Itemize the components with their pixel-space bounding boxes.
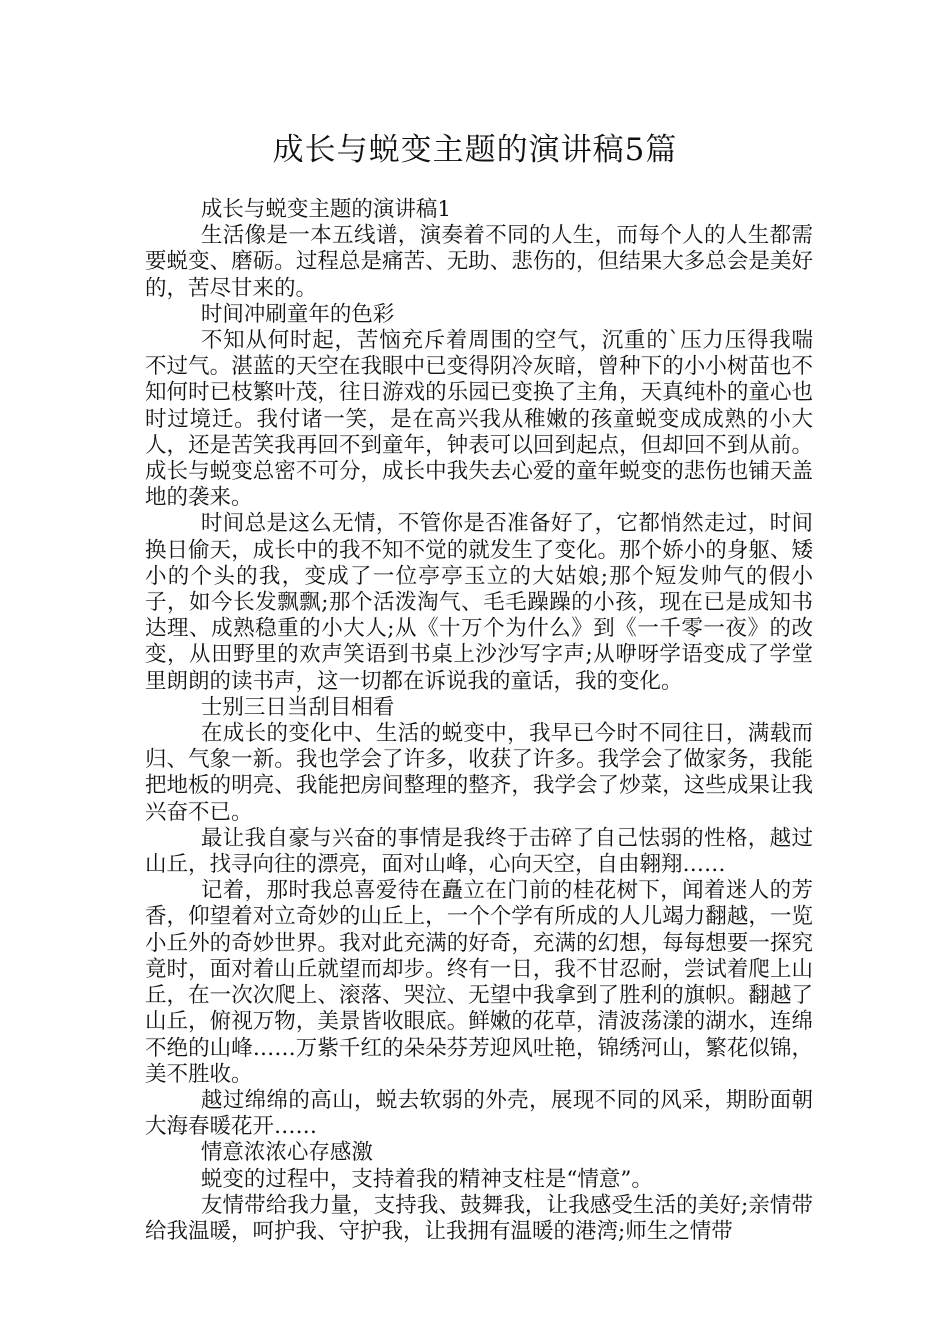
document-body: [145, 197, 813, 1245]
document-title: 成长与蜕变主题的演讲稿5篇: [272, 132, 678, 168]
body-paragraph: 记着，那时我总喜爱待在矗立在门前的桂花树下，闻着迷人的芳香，仰望着对立奇妙的山丘上，一个个学有所成的人儿竭力翻越，一览小丘外的奇妙世界。我对此充满的好奇，充满的幻想，每每想要一探究竟时，面对着山丘就望而却步。终有一日，我不甘忍耐，尝试着爬上山丘，在一次次爬上、滚落、哭泣、无望中我拿到了胜利的旗帜。翻越了山丘，俯视万物，美景皆收眼底。鲜嫩的花草，清波荡漾的湖水，连绵不绝的山峰……万紫千红的朵朵芬芳迎风吐艳，锦绣河山，繁花似锦，美不胜收。: [145, 878, 813, 1087]
body-paragraph: 越过绵绵的高山，蜕去软弱的外壳，展现不同的风采，期盼面朝大海春暖花开……: [145, 1087, 813, 1140]
body-paragraph: 最让我自豪与兴奋的事情是我终于击碎了自己怯弱的性格，越过山丘，找寻向往的漂亮，面对山峰，心向天空，自由翱翔……: [145, 825, 813, 878]
body-paragraph: 生活像是一本五线谱，演奏着不同的人生，而每个人的人生都需要蜕变、磨砺。过程总是痛苦、无助、悲伤的，但结果大多总会是美好的，苦尽甘来的。: [145, 223, 813, 301]
body-paragraph: 在成长的变化中、生活的蜕变中，我早已今时不同往日，满载而归、气象一新。我也学会了许多，收获了许多。我学会了做家务，我能把地板的明亮、我能把房间整理的整齐，我学会了炒菜，这些成果让我兴奋不已。: [145, 721, 813, 825]
section-heading: 情意浓浓心存感激: [200, 1140, 373, 1166]
body-paragraph: 时间总是这么无情，不管你是否准备好了，它都悄然走过，时间换日偷天，成长中的我不知不觉的就发生了变化。那个娇小的身躯、矮小的个头的我，变成了一位亭亭玉立的大姑娘;那个短发帅气的假小子，如今长发飘飘;那个活泼淘气、毛毛躁躁的小孩，现在已是成知书达理、成熟稳重的小大人;从《十万个为什么》到《一千零一夜》的改变，从田野里的欢声笑语到书桌上沙沙写字声;从咿呀学语变成了学堂里朗朗的读书声，这一切都在诉说我的童话，我的变化。: [145, 511, 813, 694]
body-paragraph: 蜕变的过程中，支持着我的精神支柱是“情意”。: [200, 1166, 653, 1192]
section-heading: 成长与蜕变主题的演讲稿1: [200, 197, 452, 222]
body-paragraph: 不知从何时起，苦恼充斥着周围的空气，沉重的`压力压得我喘不过气。湛蓝的天空在我眼中已变得阴冷灰暗，曾种下的小小树苗也不知何时已枝繁叶茂，往日游戏的乐园已变换了主角，天真纯朴的童心也时过境迁。我付诸一笑，是在高兴我从稚嫩的孩童蜕变成成熟的小大人，还是苦笑我再回不到童年，钟表可以回到起点，但却回不到从前。成长与蜕变总密不可分，成长中我失去心爱的童年蜕变的悲伤也铺天盖地的袭来。: [145, 328, 813, 511]
section-heading: 时间冲刷童年的色彩: [200, 301, 395, 327]
section-heading: 士别三日当刮目相看: [200, 694, 395, 720]
body-paragraph: 友情带给我力量，支持我、鼓舞我，让我感受生活的美好;亲情带给我温暖，呵护我、守护我，让我拥有温暖的港湾;师生之情带: [145, 1192, 813, 1244]
